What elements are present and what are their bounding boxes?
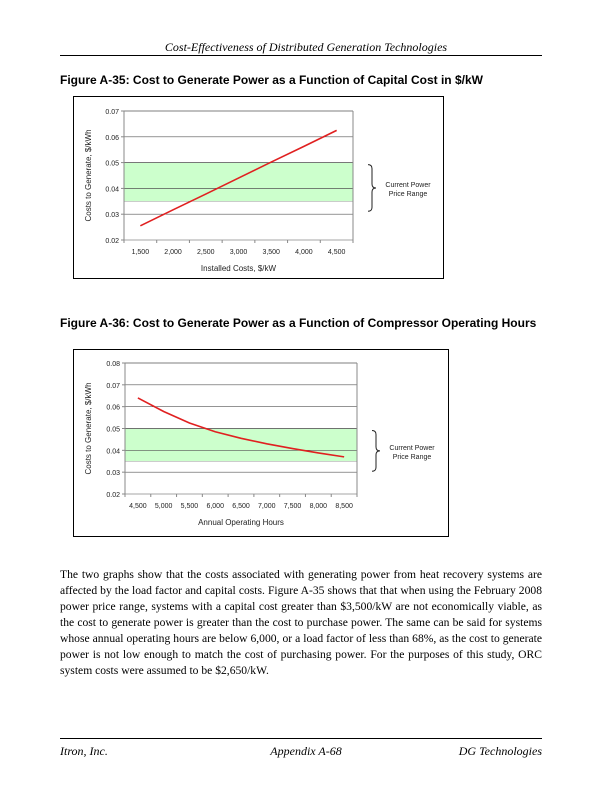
y-tick-label: 0.04 bbox=[106, 448, 120, 456]
y-tick-label: 0.02 bbox=[105, 238, 119, 245]
price-range-band bbox=[125, 429, 357, 462]
figure-a35-caption: Figure A-35: Cost to Generate Power as a Function of Capital Cost in $/kW bbox=[60, 73, 483, 87]
header-rule bbox=[60, 55, 542, 56]
y-tick-label: 0.04 bbox=[105, 186, 119, 194]
y-axis-title: Costs to Generate, $/kWh bbox=[84, 129, 93, 222]
figure-a35-frame bbox=[73, 96, 444, 279]
chart-a36 bbox=[74, 350, 448, 536]
y-tick-label: 0.07 bbox=[106, 382, 120, 390]
y-tick-label: 0.03 bbox=[105, 212, 119, 220]
y-tick-label: 0.07 bbox=[105, 109, 119, 116]
band-label-line2: Price Range bbox=[388, 190, 428, 198]
x-tick-label: 8,000 bbox=[309, 503, 328, 510]
x-tick-label: 6,000 bbox=[206, 503, 224, 510]
band-label-line1: Current Power bbox=[385, 181, 431, 189]
x-tick-label: 7,000 bbox=[258, 503, 276, 510]
x-tick-label: 5,000 bbox=[154, 503, 173, 510]
figure-a36-frame bbox=[73, 349, 449, 537]
band-label-line1: Current Power bbox=[389, 444, 435, 452]
x-tick-label: 2,000 bbox=[164, 249, 182, 256]
x-tick-label: 4,500 bbox=[129, 503, 147, 510]
y-tick-label: 0.06 bbox=[105, 134, 119, 142]
x-axis-title: Installed Costs, $/kW bbox=[200, 264, 277, 273]
y-tick-label: 0.05 bbox=[106, 426, 120, 434]
figure-a36-caption: Figure A-36: Cost to Generate Power as a Function of Compressor Operating Hours bbox=[60, 316, 537, 330]
footer-center: Appendix A-68 bbox=[270, 744, 342, 758]
x-tick-label: 2,500 bbox=[197, 249, 215, 256]
body-paragraph: The two graphs show that the costs associated with generating power from heat recovery systems are affected by the load factor and capital costs. Figure A-35 shows that that when using the February 2008 power price range, systems with a capital cost greater than $3,500/kW are not economically viable, as the cost to generate power is greater than the cost to purchase power. The same can be said for systems whose annual operating hours are below 6,000, or a load factor of less than 68%, as the cost to generate power is not low enough to match the cost of purchasing power. For the purposes of this study, ORC system costs were assumed to be $2,650/kW. bbox=[60, 568, 542, 677]
chart-a35 bbox=[74, 97, 443, 278]
y-axis-title: Costs to Generate, $/kWh bbox=[84, 382, 93, 475]
footer-right: DG Technologies bbox=[458, 744, 542, 758]
y-tick-label: 0.05 bbox=[105, 160, 119, 168]
band-label-line2: Price Range bbox=[392, 453, 432, 461]
x-tick-label: 7,500 bbox=[283, 503, 302, 510]
brace-icon bbox=[372, 431, 380, 472]
x-axis-title: Annual Operating Hours bbox=[198, 518, 284, 527]
y-tick-label: 0.06 bbox=[106, 404, 120, 412]
x-tick-label: 5,500 bbox=[180, 503, 199, 510]
x-tick-label: 3,500 bbox=[262, 249, 280, 256]
x-tick-label: 4,500 bbox=[327, 249, 346, 256]
y-tick-label: 0.08 bbox=[106, 361, 120, 368]
brace-icon bbox=[368, 165, 376, 212]
running-header: Cost-Effectiveness of Distributed Generation Technologies bbox=[164, 40, 448, 54]
footer-rule bbox=[60, 738, 542, 739]
y-tick-label: 0.03 bbox=[106, 470, 120, 478]
y-tick-label: 0.02 bbox=[106, 492, 120, 499]
x-tick-label: 1,500 bbox=[131, 249, 150, 256]
footer-left: Itron, Inc. bbox=[60, 744, 108, 758]
x-tick-label: 4,000 bbox=[295, 249, 313, 256]
x-tick-label: 8,500 bbox=[335, 503, 353, 510]
x-tick-label: 6,500 bbox=[232, 503, 250, 510]
x-tick-label: 3,000 bbox=[229, 249, 248, 256]
price-range-band bbox=[124, 163, 353, 202]
